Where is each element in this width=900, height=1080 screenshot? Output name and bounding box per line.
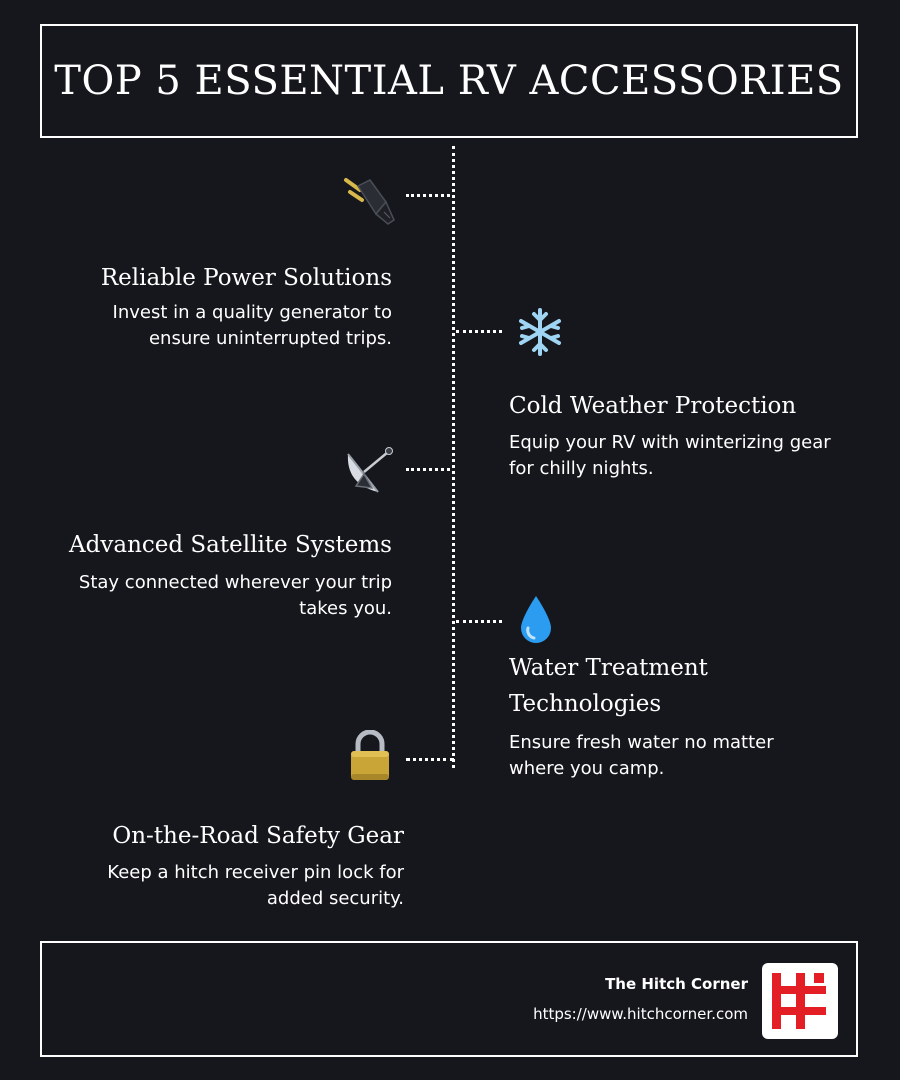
item-title-water: [509, 650, 708, 722]
connector-power: [406, 194, 450, 197]
item-title-satellite: Advanced Satellite Systems: [69, 532, 392, 558]
item-desc-line: added security.: [266, 888, 404, 909]
item-desc-line: Invest in a quality generator to: [112, 302, 392, 323]
item-desc-line: Stay connected wherever your trip: [78, 572, 392, 593]
connector-safety: [406, 758, 454, 761]
item-desc-satellite: [79, 570, 392, 622]
item-desc-line: ensure uninterrupted trips.: [148, 328, 392, 349]
item-desc-safety: [107, 860, 404, 912]
item-desc-line: Keep a hitch receiver pin lock for: [107, 862, 404, 883]
page-title: TOP 5 ESSENTIAL RV ACCESSORIES: [54, 58, 844, 104]
item-desc-line: takes you.: [299, 598, 392, 619]
item-desc-water: [509, 730, 774, 782]
snowflake-icon: [514, 306, 566, 362]
brand-url[interactable]: https://www.hitchcorner.com: [533, 1005, 748, 1023]
hitch-corner-logo-icon: [762, 963, 838, 1039]
item-title-power: Reliable Power Solutions: [100, 265, 392, 291]
item-desc-line: where you camp.: [509, 758, 665, 779]
water-droplet-icon: [516, 594, 556, 650]
connector-cold: [456, 330, 502, 333]
item-desc-power: [113, 300, 392, 352]
electric-plug-icon: [340, 172, 400, 232]
brand-name: The Hitch Corner: [605, 975, 748, 993]
padlock-icon: [348, 730, 392, 786]
item-desc-line: Equip your RV with winterizing gear: [509, 432, 831, 453]
item-title-safety: On-the-Road Safety Gear: [112, 823, 404, 849]
timeline-line: [452, 146, 455, 768]
item-desc-line: for chilly nights.: [509, 458, 654, 479]
connector-water: [456, 620, 502, 623]
item-title-cold: Cold Weather Protection: [509, 393, 797, 419]
item-title-line: Technologies: [509, 691, 662, 717]
header-box: [40, 24, 858, 138]
connector-satellite: [406, 468, 450, 471]
item-title-line: Water Treatment: [509, 655, 708, 681]
item-desc-line: Ensure fresh water no matter: [509, 732, 774, 753]
satellite-dish-icon: [342, 440, 400, 502]
footer-box: [40, 941, 858, 1057]
item-desc-cold: [509, 430, 831, 482]
